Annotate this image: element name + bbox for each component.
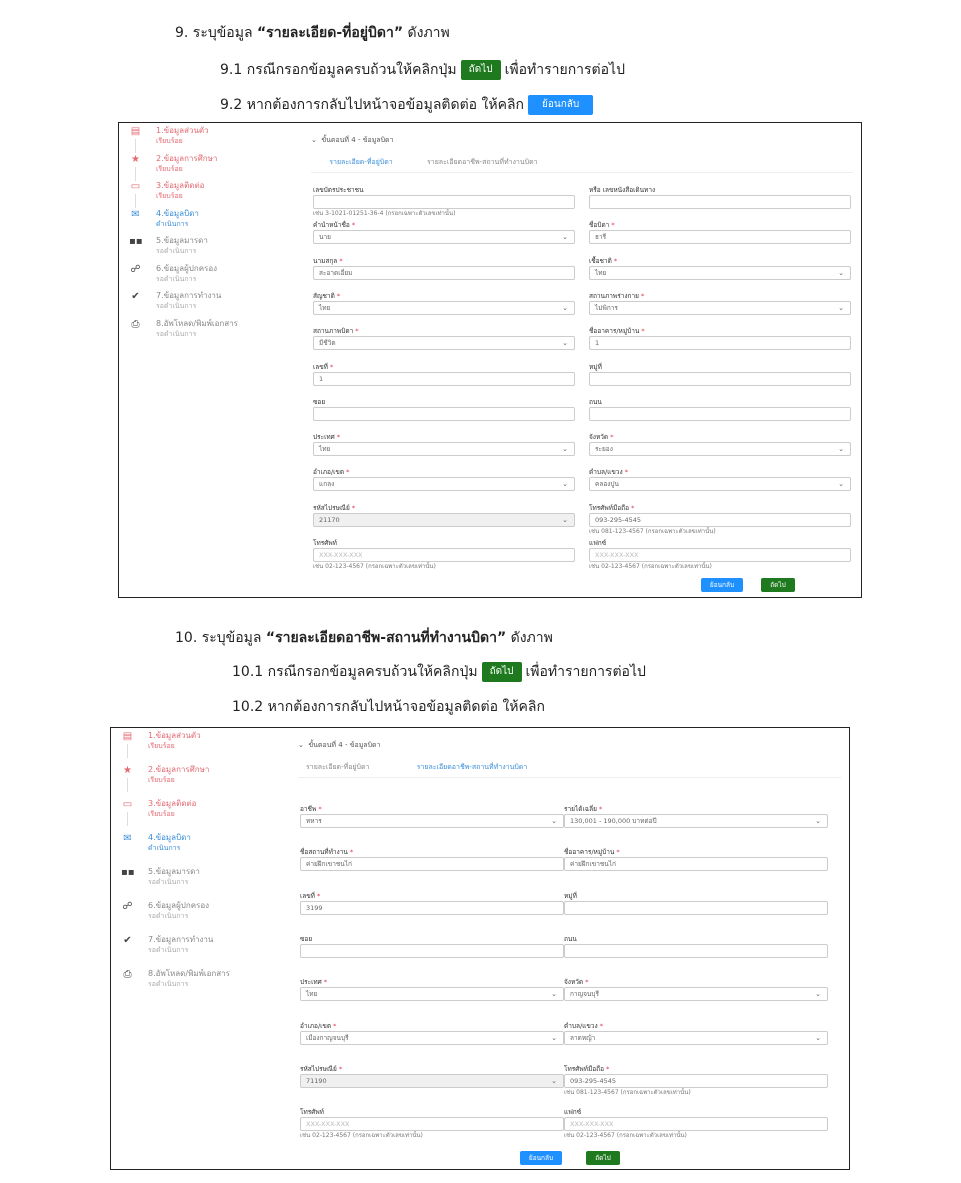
field-label: ตำบล/แขวง * xyxy=(564,1021,603,1030)
step-status: เรียบร้อย xyxy=(148,776,175,784)
star-icon: ★ xyxy=(123,765,132,776)
chevron-down-icon: ⌄ xyxy=(551,1033,557,1042)
field-hint: เช่น 3-1021-01251-36-4 (กรอกเฉพาะตัวเลขเท่านั้น) xyxy=(313,210,456,217)
form-field xyxy=(300,891,564,915)
form-field xyxy=(313,291,575,315)
form-field xyxy=(589,503,851,536)
field-label: รหัสไปรษณีย์ * xyxy=(313,503,356,512)
select-field[interactable]: ระยอง ⌄ xyxy=(589,442,851,456)
next-button-sample: ถัดไป xyxy=(482,662,522,682)
sidebar-step[interactable] xyxy=(111,934,271,964)
field-label: สถานภาพร่างกาย * xyxy=(589,291,645,300)
form-field xyxy=(300,1021,564,1045)
select-field[interactable]: 130,001 - 190,000 บาทต่อปี ⌄ xyxy=(564,814,828,828)
form-field xyxy=(564,1021,828,1045)
field-label: รายได้เฉลี่ย * xyxy=(564,805,603,813)
chevron-down-icon: ⌄ xyxy=(551,817,557,825)
field-label: จังหวัด * xyxy=(589,433,614,442)
step-sidebar xyxy=(111,728,271,1169)
form-field xyxy=(313,503,575,527)
field-label: ซอย xyxy=(313,397,326,406)
sidebar-step[interactable] xyxy=(111,730,271,760)
field-label: จังหวัด * xyxy=(564,978,589,987)
select-field[interactable]: ไทย ⌄ xyxy=(589,266,851,280)
id-card-icon: ▪▪ xyxy=(121,867,135,878)
contact-card-icon: ▭ xyxy=(130,181,141,192)
required-mark: * xyxy=(610,433,614,442)
envelope-icon: ✉ xyxy=(123,833,132,844)
form-field xyxy=(589,467,851,491)
step-label: 2.ข้อมูลการศึกษา xyxy=(148,765,210,774)
back-button[interactable]: ย้อนกลับ xyxy=(520,1151,562,1165)
required-mark: * xyxy=(351,221,356,230)
required-mark: * xyxy=(641,291,645,300)
step-label: 1.ข้อมูลส่วนตัว xyxy=(156,126,209,135)
next-button[interactable]: ถัดไป xyxy=(586,1151,620,1165)
select-field[interactable]: 71190 ⌄ xyxy=(300,1074,564,1088)
input-field[interactable]: XXX-XXX-XXX xyxy=(589,548,851,562)
required-mark: * xyxy=(336,433,341,442)
required-mark: * xyxy=(349,848,354,857)
step-status: รอดำเนินการ xyxy=(148,946,189,954)
select-field[interactable]: ไทย ⌄ xyxy=(300,987,564,1001)
field-label: เลขที่ * xyxy=(313,362,334,371)
sidebar-step[interactable] xyxy=(111,900,271,930)
input-field[interactable]: 093-295-4545 xyxy=(589,513,851,527)
input-field[interactable] xyxy=(564,901,828,915)
required-mark: * xyxy=(333,1021,337,1030)
chevron-down-icon: ⌄ xyxy=(838,268,844,277)
input-field[interactable]: 3199 xyxy=(300,901,564,915)
sidebar-step[interactable] xyxy=(119,318,279,348)
field-label: หมู่ที่ xyxy=(564,891,577,900)
field-label: เชื้อชาติ * xyxy=(589,256,618,265)
chevron-down-icon: ⌄ xyxy=(562,445,568,454)
field-label: แฟกซ์ xyxy=(589,539,607,547)
form-field xyxy=(313,220,575,244)
step-label: 6.ข้อมูลผู้ปกครอง xyxy=(156,263,218,273)
form-field xyxy=(313,256,575,280)
field-label: โทรศัพท์มือถือ * xyxy=(564,1064,610,1073)
field-label: ประเทศ * xyxy=(313,433,341,442)
step-label: 8.อัพโหลด/พิมพ์เอกสาร xyxy=(148,969,230,978)
contact-card-icon: ▭ xyxy=(122,799,133,810)
chevron-down-icon: ⌄ xyxy=(562,339,568,348)
select-field[interactable]: 21170 ⌄ xyxy=(313,513,575,527)
required-mark: * xyxy=(355,327,359,336)
step-status: เรียบร้อย xyxy=(156,192,183,200)
form-field xyxy=(313,538,575,571)
form-field xyxy=(564,1064,828,1097)
tab-father-address[interactable]: รายละเอียด-ที่อยู่บิดา xyxy=(319,155,403,173)
form-field xyxy=(564,847,828,871)
field-label: หมู่ที่ xyxy=(589,362,602,371)
field-hint: เช่น 02-123-4567 (กรอกเฉพาะตัวเลขเท่านั้น) xyxy=(589,563,712,570)
chevron-down-icon: ⌄ xyxy=(562,233,568,242)
field-hint: เช่น 081-123-4567 (กรอกเฉพาะตัวเลขเท่านั้น) xyxy=(589,527,716,535)
form-field xyxy=(313,185,575,218)
chevron-down-icon: ⌄ xyxy=(815,1033,821,1042)
step-header: ⌄ ขั้นตอนที่ 4 - ข้อมูลบิดา xyxy=(298,741,381,749)
select-field[interactable]: เมืองกาญจนบุรี ⌄ xyxy=(300,1031,564,1045)
step-status: เรียบร้อย xyxy=(156,164,183,173)
field-label: สถานภาพบิดา * xyxy=(313,327,359,336)
tab-father-occupation[interactable]: รายละเอียดอาชีพ-สถานที่ทำงานบิดา xyxy=(406,760,538,778)
step-label: 4.ข้อมูลบิดา xyxy=(156,208,199,218)
person-card-icon: ▤ xyxy=(122,731,133,742)
required-mark: * xyxy=(585,978,589,987)
id-card-icon: ▪▪ xyxy=(129,236,143,247)
step-label: 1.ข้อมูลส่วนตัว xyxy=(148,731,201,740)
printer-icon: ⎙ xyxy=(123,969,132,980)
chevron-down-icon: ⌄ xyxy=(838,480,844,489)
input-field[interactable] xyxy=(589,372,851,386)
field-label: ถนน xyxy=(564,934,577,943)
select-field[interactable]: คลองปูน ⌄ xyxy=(589,477,851,491)
form-field xyxy=(589,538,851,571)
field-label: โทรศัพท์ xyxy=(313,539,337,547)
step-status: รอดำเนินการ xyxy=(156,302,197,310)
form-field xyxy=(589,256,851,280)
guardian-icon: ☍ xyxy=(130,263,141,275)
chevron-down-icon: ⌄ xyxy=(838,303,844,312)
step-sidebar xyxy=(119,123,279,597)
next-button[interactable]: ถัดไป xyxy=(761,578,795,592)
required-mark: * xyxy=(338,1064,343,1073)
field-label: เลขบัตรประชาชน xyxy=(313,186,364,194)
step-status: รอดำเนินการ xyxy=(148,980,189,988)
input-field[interactable] xyxy=(313,195,575,209)
required-mark: * xyxy=(346,468,350,477)
field-label: ชื่ออาคาร/หมู่บ้าน * xyxy=(564,848,620,857)
form-field xyxy=(300,1064,564,1088)
back-button-sample: ย้อนกลับ xyxy=(528,95,593,115)
father-occupation-screenshot xyxy=(110,727,850,1170)
chevron-down-icon: ⌄ xyxy=(562,480,568,489)
form-field xyxy=(589,220,851,244)
field-hint: เช่น 02-123-4567 (กรอกเฉพาะตัวเลขเท่านั้น) xyxy=(564,1132,687,1140)
chevron-down-icon: ⌄ xyxy=(815,817,821,825)
section10-step1: 10.1 กรณีกรอกข้อมูลครบถ้วนให้คลิกปุ่ม ถัดไป เพื่อทำรายการต่อไป xyxy=(232,664,646,680)
back-button[interactable]: ย้อนกลับ xyxy=(701,578,743,592)
field-label: รหัสไปรษณีย์ * xyxy=(300,1064,343,1073)
input-field[interactable]: ค่ายฝึกเขาชนไก่ xyxy=(300,857,564,871)
field-label: ชื่ออาคาร/หมู่บ้าน * xyxy=(589,327,645,336)
required-mark: * xyxy=(641,327,645,336)
form-field xyxy=(313,432,575,456)
sidebar-step[interactable] xyxy=(119,290,279,320)
required-mark: * xyxy=(318,805,322,813)
input-field[interactable]: 1 xyxy=(589,336,851,350)
form-field xyxy=(300,1107,564,1140)
chevron-down-icon: ⌄ xyxy=(562,515,568,524)
section9-step1: 9.1 กรณีกรอกข้อมูลครบถ้วนให้คลิกปุ่ม ถัดไป เพื่อทำรายการต่อไป xyxy=(220,62,625,78)
tab-father-occupation[interactable]: รายละเอียดอาชีพ-สถานที่ทำงานบิดา xyxy=(427,158,538,166)
sidebar-step[interactable] xyxy=(119,125,279,155)
required-mark: * xyxy=(339,256,343,265)
required-mark: * xyxy=(599,1021,603,1030)
form-field xyxy=(564,804,828,828)
step-header: ⌄ ขั้นตอนที่ 4 - ข้อมูลบิดา xyxy=(311,136,394,144)
select-field[interactable]: มีชีวิต ⌄ xyxy=(313,336,575,350)
field-hint: เช่น 081-123-4567 (กรอกเฉพาะตัวเลขเท่านั้น) xyxy=(564,1088,691,1096)
required-mark: * xyxy=(351,503,356,512)
sidebar-step[interactable] xyxy=(111,764,271,794)
select-field[interactable]: ทหาร ⌄ xyxy=(300,814,564,828)
field-label: โทรศัพท์มือถือ * xyxy=(589,503,635,512)
field-label: ตำบล/แขวง * xyxy=(589,468,628,477)
step-label: 2.ข้อมูลการศึกษา xyxy=(156,153,218,163)
required-mark: * xyxy=(613,256,618,265)
sidebar-step[interactable] xyxy=(119,208,279,238)
form-field xyxy=(589,432,851,456)
step-label: 5.ข้อมูลมารดา xyxy=(148,867,200,876)
required-mark: * xyxy=(631,503,635,512)
step-label: 8.อัพโหลด/พิมพ์เอกสาร xyxy=(156,318,238,328)
field-label: อำเภอ/เขต * xyxy=(313,468,350,477)
select-field[interactable]: นาย ⌄ xyxy=(313,230,575,244)
form-field xyxy=(300,804,564,828)
input-field[interactable]: XXX-XXX-XXX xyxy=(313,548,575,562)
person-card-icon: ▤ xyxy=(130,126,141,137)
input-field[interactable] xyxy=(313,407,575,421)
field-label: ชื่อบิดา * xyxy=(589,221,615,230)
required-mark: * xyxy=(606,1064,610,1073)
form-panel xyxy=(289,123,861,597)
required-mark: * xyxy=(330,362,334,371)
field-label: ประเทศ * xyxy=(300,978,328,987)
input-field[interactable]: XXX-XXX-XXX xyxy=(564,1117,828,1131)
form-field xyxy=(300,977,564,1001)
step-status: รอดำเนินการ xyxy=(156,247,197,255)
next-button-sample: ถัดไป xyxy=(461,60,501,80)
step-status: ดำเนินการ xyxy=(148,844,181,852)
step-status: รอดำเนินการ xyxy=(156,329,197,338)
step-label: 3.ข้อมูลติดต่อ xyxy=(148,799,197,808)
field-hint: เช่น 02-123-4567 (กรอกเฉพาะตัวเลขเท่านั้น) xyxy=(300,1132,423,1140)
form-field xyxy=(589,326,851,350)
required-mark: * xyxy=(317,891,321,900)
field-label: อำเภอ/เขต * xyxy=(300,1021,337,1030)
select-field[interactable]: ไม่พิการ ⌄ xyxy=(589,301,851,315)
step-label: 6.ข้อมูลผู้ปกครอง xyxy=(148,901,210,910)
sidebar-step[interactable] xyxy=(119,153,279,183)
step-status: ดำเนินการ xyxy=(156,219,189,228)
step-status: เรียบร้อย xyxy=(156,137,183,145)
input-field[interactable] xyxy=(564,944,828,958)
required-mark: * xyxy=(624,468,628,477)
field-label: โทรศัพท์ xyxy=(300,1108,324,1117)
tab-father-address[interactable]: รายละเอียด-ที่อยู่บิดา xyxy=(306,763,370,771)
select-field[interactable]: กาญจนบุรี ⌄ xyxy=(564,987,828,1001)
step-status: รอดำเนินการ xyxy=(148,912,189,920)
section10-step2: 10.2 หากต้องการกลับไปหน้าจอข้อมูลติดต่อ ให้คลิก xyxy=(232,699,545,715)
required-mark: * xyxy=(323,978,328,987)
select-field[interactable]: แกลง ⌄ xyxy=(313,477,575,491)
sidebar-step[interactable] xyxy=(111,968,271,998)
field-label: เลขที่ * xyxy=(300,891,321,900)
section9-step2: 9.2 หากต้องการกลับไปหน้าจอข้อมูลติดต่อ ให้คลิก ย้อนกลับ xyxy=(220,94,597,116)
sidebar-step[interactable] xyxy=(119,263,279,293)
chevron-down-icon: ⌄ xyxy=(562,303,568,312)
section9-title: 9. ระบุข้อมูล “รายละเอียด-ที่อยู่บิดา” ดังภาพ xyxy=(175,25,450,41)
form-field xyxy=(589,185,851,209)
form-field xyxy=(589,362,851,386)
step-label: 5.ข้อมูลมารดา xyxy=(156,236,208,245)
form-field xyxy=(564,977,828,1001)
field-label: แฟกซ์ xyxy=(564,1108,582,1117)
select-field[interactable]: ลาดหญ้า ⌄ xyxy=(564,1031,828,1045)
form-field xyxy=(300,847,564,871)
field-label: คำนำหน้าชื่อ * xyxy=(313,221,356,230)
form-field xyxy=(564,1107,828,1140)
input-field[interactable]: ค่ายฝึกเขาชนไก่ xyxy=(564,857,828,871)
required-mark: * xyxy=(616,848,620,857)
chevron-down-icon: ⌄ xyxy=(551,1076,557,1085)
field-label: ซอย xyxy=(300,934,313,943)
step-status: เรียบร้อย xyxy=(148,810,175,818)
step-label: 3.ข้อมูลติดต่อ xyxy=(156,181,205,190)
check-circle-icon: ✔ xyxy=(131,291,140,302)
step-status: เรียบร้อย xyxy=(148,742,175,750)
chevron-down-icon: ⌄ xyxy=(815,990,821,999)
chevron-down-icon: ⌄ xyxy=(838,445,844,454)
sidebar-step[interactable] xyxy=(119,180,279,210)
sidebar-step[interactable] xyxy=(111,798,271,828)
envelope-icon: ✉ xyxy=(131,208,140,220)
form-field xyxy=(589,291,851,315)
father-address-screenshot xyxy=(118,122,862,598)
sidebar-step[interactable] xyxy=(111,866,271,896)
field-label: ถนน xyxy=(589,397,602,406)
required-mark: * xyxy=(598,805,603,813)
step-label: 7.ข้อมูลการทำงาน xyxy=(148,935,214,944)
input-field[interactable]: ธารี xyxy=(589,230,851,244)
step-status: รอดำเนินการ xyxy=(156,274,197,283)
input-field[interactable]: 093-295-4545 xyxy=(564,1074,828,1088)
input-field[interactable]: XXX-XXX-XXX xyxy=(300,1117,564,1131)
check-circle-icon: ✔ xyxy=(123,935,132,946)
form-field xyxy=(313,362,575,386)
input-field[interactable]: สะอาดเอี่ยม xyxy=(313,266,575,280)
field-label: นามสกุล * xyxy=(313,256,343,265)
form-field xyxy=(313,397,575,421)
step-status: รอดำเนินการ xyxy=(148,878,189,886)
form-field xyxy=(564,934,828,958)
form-field xyxy=(300,934,564,958)
form-field xyxy=(313,467,575,491)
select-field[interactable]: ไทย ⌄ xyxy=(313,442,575,456)
step-label: 7.ข้อมูลการทำงาน xyxy=(156,291,222,300)
field-label: หรือ เลขหนังสือเดินทาง xyxy=(589,186,656,194)
required-mark: * xyxy=(611,221,615,230)
field-label: อาชีพ * xyxy=(300,805,322,813)
form-panel xyxy=(276,728,849,1169)
input-field[interactable] xyxy=(589,195,851,209)
input-field[interactable] xyxy=(300,944,564,958)
field-hint: เช่น 02-123-4567 (กรอกเฉพาะตัวเลขเท่านั้น) xyxy=(313,563,436,570)
select-field[interactable]: ไทย ⌄ xyxy=(313,301,575,315)
input-field[interactable]: 1 xyxy=(313,372,575,386)
star-icon: ★ xyxy=(131,153,140,165)
sidebar-step[interactable] xyxy=(119,235,279,265)
field-label: ชื่อสถานที่ทำงาน * xyxy=(300,848,354,857)
step-label: 4.ข้อมูลบิดา xyxy=(148,833,191,842)
form-field xyxy=(313,326,575,350)
required-mark: * xyxy=(336,291,341,300)
printer-icon: ⎙ xyxy=(131,318,140,330)
form-field xyxy=(589,397,851,421)
sidebar-step[interactable] xyxy=(111,832,271,862)
form-field xyxy=(564,891,828,915)
input-field[interactable] xyxy=(589,407,851,421)
field-label: สัญชาติ * xyxy=(313,291,341,300)
guardian-icon: ☍ xyxy=(122,901,133,912)
section10-title: 10. ระบุข้อมูล “รายละเอียดอาชีพ-สถานที่ทำงานบิดา” ดังภาพ xyxy=(175,630,553,646)
chevron-down-icon: ⌄ xyxy=(551,990,557,999)
